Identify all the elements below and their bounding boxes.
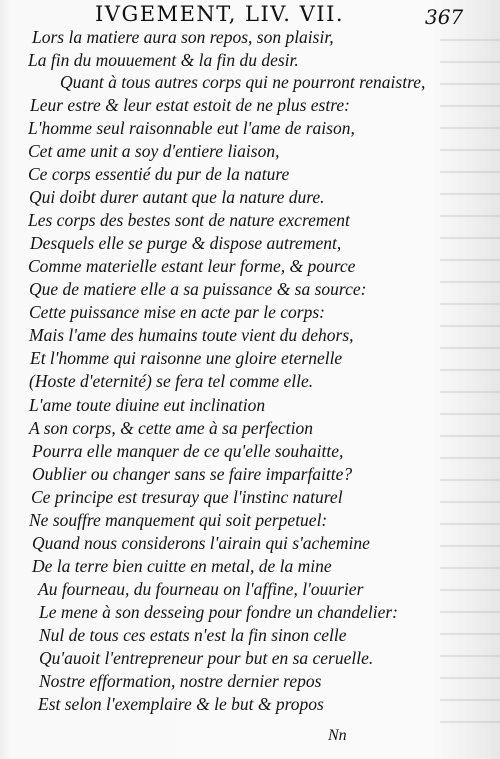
text-line: Pourra elle manquer de ce qu'elle souhaitte, [32,441,344,461]
text-line: Qu'auoit l'entrepreneur pour but en sa ceruelle. [39,648,374,668]
text-line: Nostre efformation, nostre dernier repos [39,671,322,691]
text-line: Cette puissance mise en acte par le corps: [29,302,325,322]
text-line: Leur estre & leur estat estoit de ne plus estre: [30,95,350,115]
page-number: 367 [425,5,464,29]
text-line: Ne souffre manquement qui soit perpetuel: [29,510,328,530]
text-line: Est selon l'exemplaire & le but & propos [38,694,324,714]
text-line: Quant à tous autres corps qui ne pourront renaistre, [60,72,426,92]
text-line: Qui doibt durer autant que la nature dure. [29,187,325,207]
text-line: Comme materielle estant leur forme, & pource [28,256,356,276]
text-line: (Hoste d'eternité) se fera tel comme elle. [29,371,314,391]
text-line: Nul de tous ces estats n'est la fin sinon celle [39,625,347,645]
text-line: Et l'homme qui raisonne une gloire eternelle [30,348,343,368]
text-line: A son corps, & cette ame à sa perfection [29,418,313,438]
text-line: Que de matiere elle a sa puissance & sa source: [29,279,367,299]
catchword: Nn [328,727,347,744]
text-line: Les corps des bestes sont de nature excrement [28,210,350,230]
text-line: Au fourneau, du fourneau on l'affine, l'ouurier [38,579,364,599]
text-line: La fin du mouuement & la fin du desir. [28,50,299,70]
text-line: Ce corps essentié du pur de la nature [28,164,290,184]
text-line: L'ame toute diuine eut inclination [29,395,266,415]
text-line: Cet ame unit a soy d'entiere liaison, [28,141,280,161]
text-line: L'homme seul raisonnable eut l'ame de raison, [28,118,355,138]
text-line: Mais l'ame des humains toute vient du dehors, [29,325,354,345]
running-head: IVGEMENT, LIV. VII. [95,2,345,26]
text-line: Quand nous considerons l'airain qui s'achemine [32,533,370,553]
text-line: Le mene à son desseing pour fondre un chandelier: [39,602,399,622]
text-line: Ce principe est tresuray que l'instinc naturel [31,487,343,507]
text-line: De la terre bien cuitte en metal, de la mine [32,556,332,576]
text-line: Desquels elle se purge & dispose autrement, [30,233,342,253]
text-line: Oublier ou changer sans se faire imparfaitte? [32,464,353,484]
text-line: Lors la matiere aura son repos, son plaisir, [32,27,334,47]
